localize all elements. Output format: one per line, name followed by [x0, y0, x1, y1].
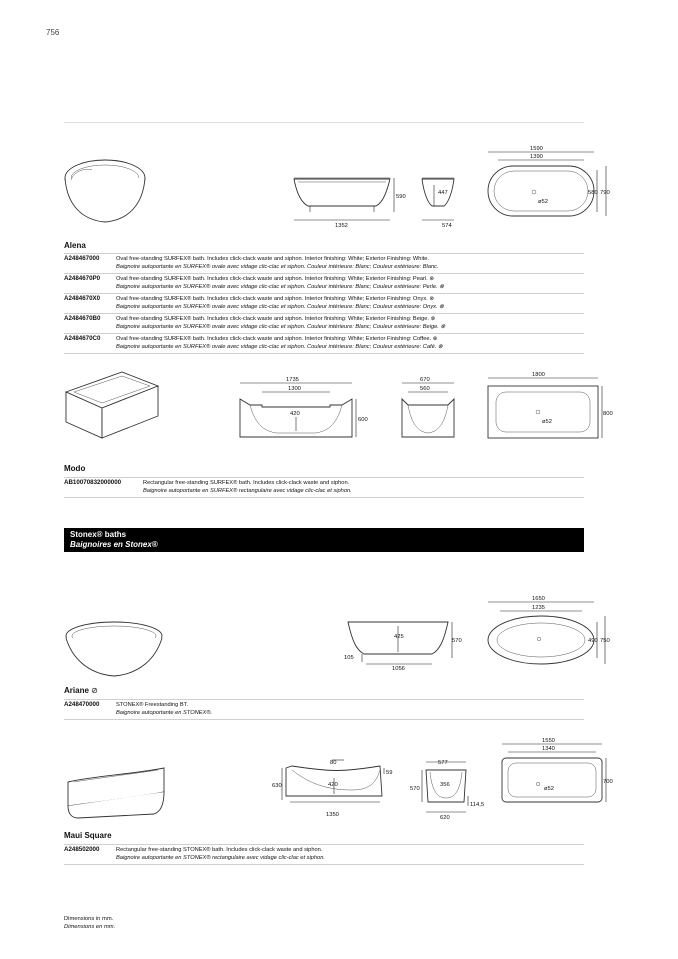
dim-label: 800 — [603, 411, 613, 417]
special-order-icon: ⊗ — [438, 324, 446, 330]
description-en: STONEX® Freestanding BT. — [116, 702, 189, 708]
description-en: Oval free-standing SURFEX® bath. Includes click-clack waste and siphon. Interior finishing: White; Exterior Finishing: White. — [116, 256, 430, 262]
table-row — [64, 253, 584, 273]
description-en: Rectangular free-standing STONEX® bath. Includes click-clack waste and siphon. — [116, 847, 323, 853]
table-row — [64, 699, 584, 720]
dim-label: 570 — [452, 638, 462, 644]
dim-label: 420 — [290, 411, 300, 417]
description-en: Rectangular free-standing SURFEX® bath. Includes click-clack waste and siphon. — [143, 480, 350, 486]
dim-label: 630 — [272, 783, 282, 789]
description-fr: Baignoire autoportante en SURFEX® ovale avec vidage clic-clac et siphon. Couleur intérieure: Blanc; Couleur extérieure: Beige. ⊗ — [116, 324, 446, 330]
dim-label: 750 — [600, 638, 610, 644]
dim-label: 600 — [358, 417, 368, 423]
alena-perspective — [62, 150, 152, 230]
product-description — [116, 335, 584, 351]
product-code: A2484670B0 — [64, 315, 101, 322]
special-order-icon: ⊘ — [91, 686, 98, 695]
description-fr: Baignoire autoportante en SURFEX® ovale avec vidage clic-clac et siphon. Couleur intérieure: Blanc; Couleur extérieure: Blanc. — [116, 264, 439, 270]
product-code: A2484670X0 — [64, 295, 101, 302]
product-table — [64, 844, 584, 865]
dim-label: 1735 — [286, 377, 299, 383]
footer-note — [64, 915, 115, 931]
table-row — [64, 313, 584, 333]
dim-label: 490 — [588, 638, 598, 644]
dim-label: 425 — [394, 634, 404, 640]
ariane-side-view — [344, 618, 464, 674]
dim-label: 580 — [588, 190, 598, 196]
drain-label: ø52 — [544, 786, 554, 792]
dim-label: 1056 — [392, 666, 405, 672]
product-code: A2484670C0 — [64, 335, 101, 342]
modo-end-view — [398, 377, 462, 447]
modo-perspective — [62, 366, 162, 446]
maui-perspective — [64, 762, 174, 822]
table-row — [64, 844, 584, 865]
description-en: Oval free-standing SURFEX® bath. Includes click-clack waste and siphon. Interior finishing: White; Exterior Finishing: Beige. — [116, 316, 430, 322]
table-row — [64, 333, 584, 354]
maui-side-view — [272, 756, 398, 822]
divider — [64, 122, 584, 123]
ariane-perspective — [62, 616, 172, 686]
dim-label: 1235 — [532, 605, 545, 611]
modo-top-view — [484, 372, 614, 442]
description-en: Oval free-standing SURFEX® bath. Includes click-clack waste and siphon. Interior finishing: White; Exterior Finishing: Coffee. — [116, 336, 432, 342]
dim-label: 790 — [600, 190, 610, 196]
alena-side-view — [290, 170, 420, 232]
dim-label: 560 — [420, 386, 430, 392]
dim-label: 105 — [344, 655, 354, 661]
description-fr: Baignoire autoportante en SURFEX® rectangulaire avec vidage clic-clac et siphon. — [143, 488, 352, 494]
special-order-icon: ⊗ — [437, 284, 444, 290]
product-description — [116, 255, 584, 271]
product-table — [64, 477, 584, 498]
special-order-icon: ⊗ — [427, 296, 435, 302]
drain-label: ø52 — [542, 419, 552, 425]
ariane-top-view — [484, 596, 614, 666]
section-title-fr: Baignoires en Stonex® — [70, 540, 158, 549]
dim-label: 1352 — [335, 223, 348, 229]
description-fr: Baignoire autoportante en SURFEX® ovale avec vidage clic-clac et siphon. Couleur intérieure: Blanc; Couleur extérieure: Onyx. ⊗ — [116, 304, 444, 310]
table-row — [64, 293, 584, 313]
page-number: 756 — [46, 28, 60, 37]
product-table — [64, 253, 584, 354]
product-description — [116, 315, 584, 331]
section-title-en: Stonex® baths — [70, 530, 127, 539]
dim-label: 590 — [396, 194, 406, 200]
special-order-icon: ⊗ — [431, 336, 438, 342]
product-description — [116, 295, 584, 311]
modo-side-view — [236, 377, 376, 447]
maui-end-view — [408, 756, 492, 822]
description-fr: Baignoire autoportante en SURFEX® ovale avec vidage clic-clac et siphon. Couleur intérieure: Blanc; Couleur extérieure: Café. ⊗ — [116, 344, 443, 350]
description-fr: Baignoire autoportante en STONEX®. — [116, 710, 213, 716]
dim-label: 420 — [328, 782, 338, 788]
product-description — [116, 846, 584, 862]
dim-label: 574 — [442, 223, 452, 229]
special-order-icon: ⊗ — [429, 316, 436, 322]
product-description — [116, 275, 584, 291]
dim-label: 577 — [438, 760, 448, 766]
product-title: Maui Square — [64, 831, 112, 840]
dim-label: 700 — [603, 779, 613, 785]
dim-label: 114,5 — [470, 802, 485, 808]
dim-label: 1350 — [326, 812, 339, 818]
dim-label: 447 — [438, 190, 448, 196]
product-name: Ariane — [64, 686, 89, 695]
dim-label: 670 — [420, 377, 430, 383]
description-en: Oval free-standing SURFEX® bath. Includes click-clack waste and siphon. Interior finishing: White; Exterior Finishing: Pearl. — [116, 276, 428, 282]
product-title: Alena — [64, 241, 86, 250]
dim-label: 1590 — [530, 146, 543, 152]
dim-label: 80 — [330, 760, 337, 766]
maui-top-view — [498, 738, 618, 804]
alena-top-view — [484, 146, 614, 222]
dim-label: 356 — [440, 782, 450, 788]
description-fr: Baignoire autoportante en SURFEX® ovale avec vidage clic-clac et siphon. Couleur intérieure: Blanc; Couleur extérieure: Perle. ⊗ — [116, 284, 444, 290]
product-code: A248467000 — [64, 255, 100, 262]
special-order-icon: ⊗ — [427, 276, 435, 282]
product-title: Modo — [64, 464, 86, 473]
description-fr: Baignoire autoportante en STONEX® rectangulaire avec vidage clic-clac et siphon. — [116, 855, 325, 861]
dim-label: 59 — [386, 770, 393, 776]
dim-label: 1550 — [542, 738, 555, 744]
product-code: AB10070832000000 — [64, 479, 122, 486]
product-code: A248470000 — [64, 701, 100, 708]
footer-en: Dimensions in mm. — [64, 916, 114, 922]
alena-end-view — [418, 170, 478, 232]
section-header — [64, 528, 584, 552]
product-code: A248502000 — [64, 846, 100, 853]
product-table — [64, 699, 584, 720]
special-order-icon: ⊗ — [437, 304, 444, 310]
dim-label: 570 — [410, 786, 420, 792]
dim-label: 620 — [440, 815, 450, 821]
product-description — [116, 701, 584, 717]
dim-label: 1650 — [532, 596, 545, 602]
dim-label: 1390 — [530, 154, 543, 160]
product-description — [143, 479, 584, 495]
table-row — [64, 273, 584, 293]
description-en: Oval free-standing SURFEX® bath. Includes click-clack waste and siphon. Interior finishing: White; Exterior Finishing: Onyx. — [116, 296, 428, 302]
product-code: A2484670P0 — [64, 275, 101, 282]
table-row — [64, 477, 584, 498]
dim-label: 1800 — [532, 372, 545, 378]
dim-label: 1300 — [288, 386, 301, 392]
product-title — [64, 686, 98, 695]
footer-fr: Dimensions en mm. — [64, 924, 116, 930]
special-order-icon: ⊗ — [436, 344, 443, 350]
dim-label: 1340 — [542, 746, 555, 752]
drain-label: ø52 — [538, 199, 548, 205]
